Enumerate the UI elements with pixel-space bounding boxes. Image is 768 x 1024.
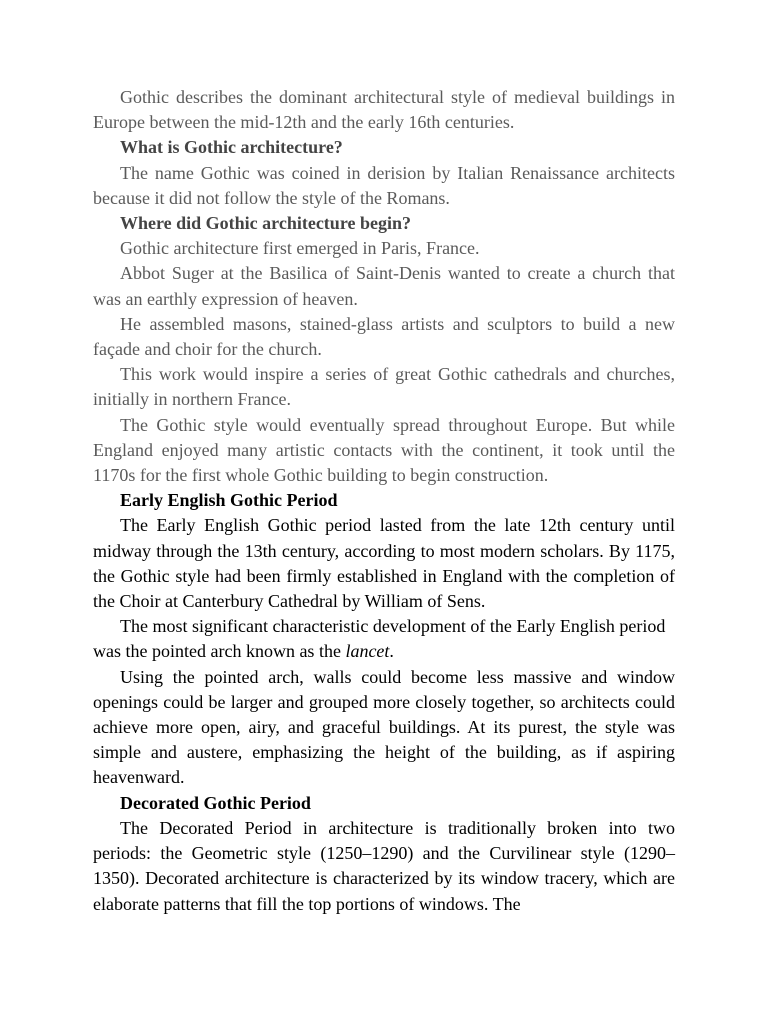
heading-early-english: Early English Gothic Period: [120, 490, 338, 511]
lancet-text-after: .: [389, 641, 394, 662]
lancet-text-before: The most significant characteristic development of the Early English period was the pointed arch known as the: [93, 616, 666, 662]
paragraph-pointed-arch: Using the pointed arch, walls could become less massive and window openings could be larger and grouped more closely together, so architects could achieve more open, airy, and graceful buildings. At its purest, the style was simple and austere, emphasizing the height of the building, as if aspiring heavenward.: [93, 666, 675, 788]
paragraph-decorated-period: The Decorated Period in architecture is traditionally broken into two periods: the Geometric style (1250–1290) and the Curvilinear style (1290–1350). Decorated architecture is characterized by its window tracery, which are elaborate patterns that fill the top portions of windows. The: [93, 817, 675, 914]
paragraph-masons: He assembled masons, stained-glass artists and sculptors to build a new façade and choir for the church.: [93, 313, 675, 360]
paragraph-abbot-suger: Abbot Suger at the Basilica of Saint-Denis wanted to create a church that was an earthly expression of heaven.: [93, 263, 675, 309]
paragraph-lancet: [93, 614, 675, 664]
paragraph-gothic-definition: Gothic describes the dominant architectural style of medieval buildings in Europe between the mid-12th and the early 16th centuries.: [93, 87, 675, 133]
paragraph-paris: Gothic architecture first emerged in Paris, France.: [120, 238, 480, 259]
paragraph-inspire: This work would inspire a series of great Gothic cathedrals and churches, initially in northern France.: [93, 364, 675, 410]
heading-decorated: Decorated Gothic Period: [120, 792, 311, 813]
heading-where-begin: Where did Gothic architecture begin?: [120, 213, 411, 234]
paragraph-early-english-period: The Early English Gothic period lasted from the late 12th century until midway through the 13th century, according to most modern scholars. By 1175, the Gothic style had been firmly established in England with the completion of the Choir at Canterbury Cathedral by William of Sens.: [93, 515, 675, 612]
paragraph-name-origin: The name Gothic was coined in derision by Italian Renaissance architects because it did not follow the style of the Romans.: [93, 162, 675, 208]
paragraph-spread-europe: The Gothic style would eventually spread throughout Europe. But while England enjoyed many artistic contacts with the continent, it took until the 1170s for the first whole Gothic building to begin construction.: [93, 414, 675, 486]
heading-what-is-gothic: What is Gothic architecture?: [120, 137, 343, 158]
lancet-term: lancet: [345, 641, 390, 662]
